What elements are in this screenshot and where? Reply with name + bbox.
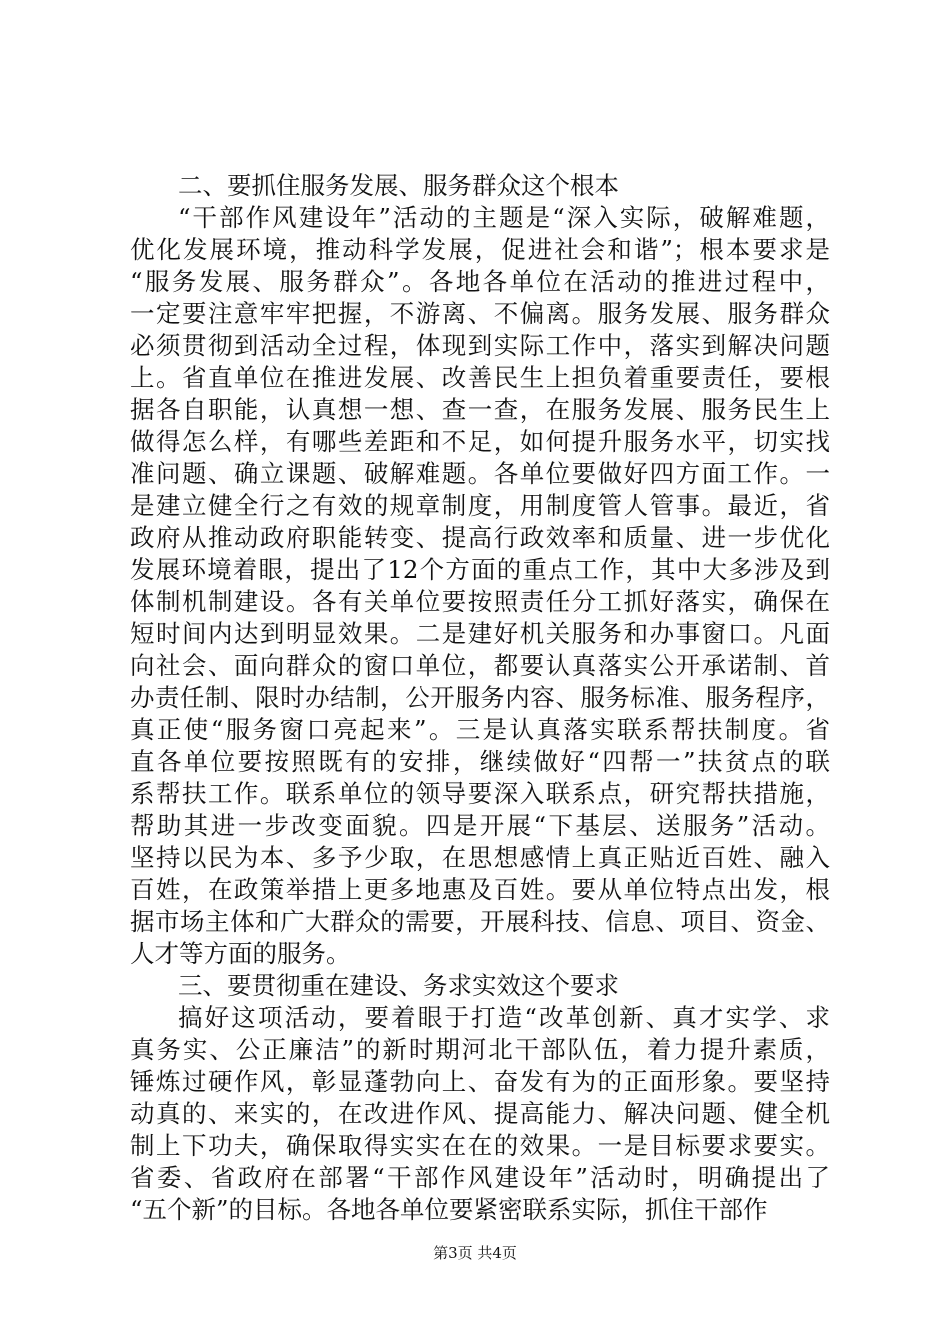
text-line: 真正使“服务窗口亮起来”。三是认真落实联系帮扶制度。省 bbox=[130, 715, 830, 744]
text-line: “服务发展、服务群众”。各地各单位在活动的推进过程中， bbox=[130, 267, 830, 296]
text-line: 直各单位要按照既有的安排，继续做好“四帮一”扶贫点的联 bbox=[130, 747, 830, 776]
paragraph bbox=[130, 1002, 830, 1226]
text-line: 办责任制、限时办结制，公开服务内容、服务标准、服务程序， bbox=[130, 683, 830, 712]
text-line: 人才等方面的服务。 bbox=[130, 939, 351, 968]
text-line: 上。省直单位在推进发展、改善民生上担负着重要责任，要根 bbox=[130, 363, 830, 392]
text-line: 向社会、面向群众的窗口单位，都要认真落实公开承诺制、首 bbox=[130, 651, 830, 680]
text-line: “五个新”的目标。各地各单位要紧密联系实际，抓住干部作 bbox=[130, 1195, 768, 1224]
document-body bbox=[130, 170, 830, 1226]
text-line: 坚持以民为本、多予少取，在思想感情上真正贴近百姓、融入 bbox=[130, 843, 830, 872]
text-line: 据市场主体和广大群众的需要，开展科技、信息、项目、资金、 bbox=[130, 907, 830, 936]
text-line: 做得怎么样，有哪些差距和不足，如何提升服务水平，切实找 bbox=[130, 427, 830, 456]
text-line: 发展环境着眼，提出了12个方面的重点工作，其中大多涉及到 bbox=[130, 555, 830, 584]
text-line: 锤炼过硬作风，彰显蓬勃向上、奋发有为的正面形象。要坚持 bbox=[130, 1067, 830, 1096]
section-heading: 二、要抓住服务发展、服务群众这个根本 bbox=[178, 171, 619, 200]
text-line: 搞好这项活动，要着眼于打造“改革创新、真才实学、求 bbox=[178, 1003, 830, 1032]
section-heading: 三、要贯彻重在建设、务求实效这个要求 bbox=[178, 971, 619, 1000]
text-line: 百姓，在政策举措上更多地惠及百姓。要从单位特点出发，根 bbox=[130, 875, 830, 904]
text-line: 短时间内达到明显效果。二是建好机关服务和办事窗口。凡面 bbox=[130, 619, 830, 648]
text-line: 优化发展环境，推动科学发展，促进社会和谐”；根本要求是 bbox=[130, 235, 830, 264]
text-line: 是建立健全行之有效的规章制度，用制度管人管事。最近，省 bbox=[130, 491, 830, 520]
text-line: 帮助其进一步改变面貌。四是开展“下基层、送服务”活动。 bbox=[130, 811, 830, 840]
text-line: 一定要注意牢牢把握，不游离、不偏离。服务发展、服务群众 bbox=[130, 299, 830, 328]
text-line: 政府从推动政府职能转变、提高行政效率和质量、进一步优化 bbox=[130, 523, 830, 552]
text-line: “干部作风建设年”活动的主题是“深入实际，破解难题， bbox=[178, 203, 830, 232]
text-line: 必须贯彻到活动全过程，体现到实际工作中，落实到解决问题 bbox=[130, 331, 830, 360]
text-line: 省委、省政府在部署“干部作风建设年”活动时，明确提出了 bbox=[130, 1163, 830, 1192]
text-line: 准问题、确立课题、破解难题。各单位要做好四方面工作。一 bbox=[130, 459, 830, 488]
text-line: 系帮扶工作。联系单位的领导要深入联系点，研究帮扶措施， bbox=[130, 779, 830, 808]
text-line: 据各自职能，认真想一想、查一查，在服务发展、服务民生上 bbox=[130, 395, 830, 424]
text-line: 制上下功夫，确保取得实实在在的效果。一是目标要求要实。 bbox=[130, 1131, 830, 1160]
page-footer: 第3页 共4页 bbox=[433, 1244, 517, 1262]
text-line: 真务实、公正廉洁”的新时期河北干部队伍，着力提升素质， bbox=[130, 1035, 830, 1064]
text-line: 动真的、来实的，在改进作风、提高能力、解决问题、健全机 bbox=[130, 1099, 830, 1128]
text-line: 体制机制建设。各有关单位要按照责任分工抓好落实，确保在 bbox=[130, 587, 830, 616]
paragraph bbox=[130, 202, 830, 970]
